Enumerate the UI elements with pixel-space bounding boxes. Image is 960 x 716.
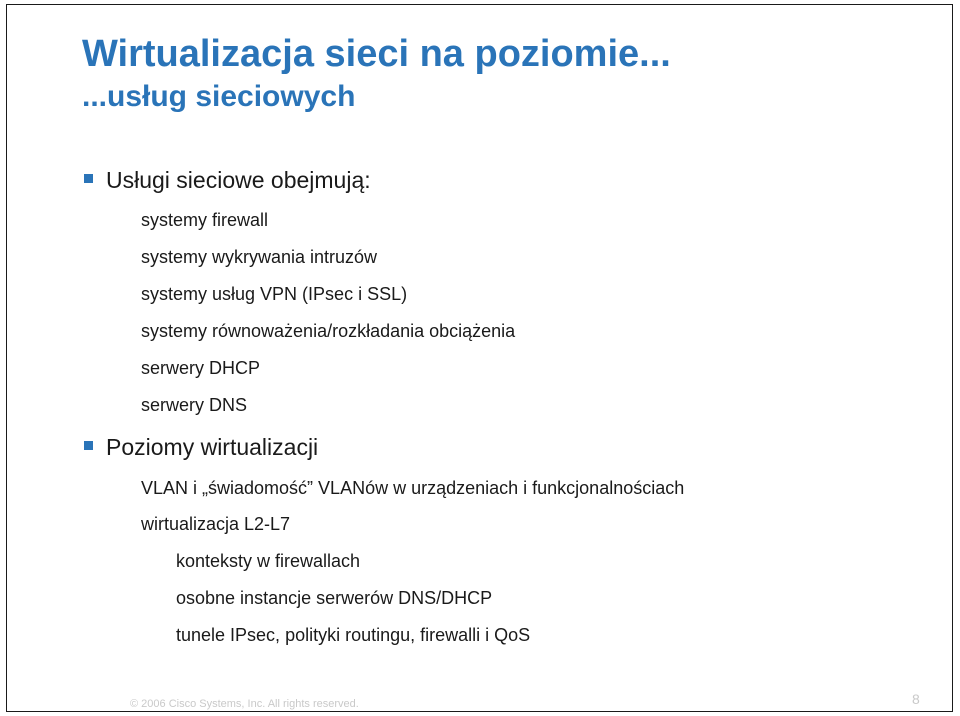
slide-title: Wirtualizacja sieci na poziomie... [82,33,671,75]
sub-list-item: osobne instancje serwerów DNS/DHCP [176,588,493,608]
sub-list-item: konteksty w firewallach [176,551,361,571]
list-item: serwery DNS [141,395,248,415]
list-item: systemy usług VPN (IPsec i SSL) [141,284,408,304]
list-item: systemy równoważenia/rozkładania obciążenia [141,321,516,341]
list-item: systemy wykrywania intruzów [141,247,378,267]
slide-subtitle: ...usług sieciowych [82,80,356,113]
footer-copyright: © 2006 Cisco Systems, Inc. All rights reserved. [130,698,359,710]
square-bullet-icon [84,441,93,450]
list-item: VLAN i „świadomość” VLANów w urządzeniach i funkcjonalnościach [141,478,685,498]
list-item: wirtualizacja L2-L7 [141,514,291,534]
sub-list-item: tunele IPsec, polityki routingu, firewalli i QoS [176,625,531,645]
section-heading: Usługi sieciowe obejmują: [106,167,371,193]
list-item: serwery DHCP [141,358,261,378]
list-item: systemy firewall [141,210,269,230]
section-heading: Poziomy wirtualizacji [106,434,319,460]
page-number: 8 [912,691,920,707]
square-bullet-icon [84,174,93,183]
